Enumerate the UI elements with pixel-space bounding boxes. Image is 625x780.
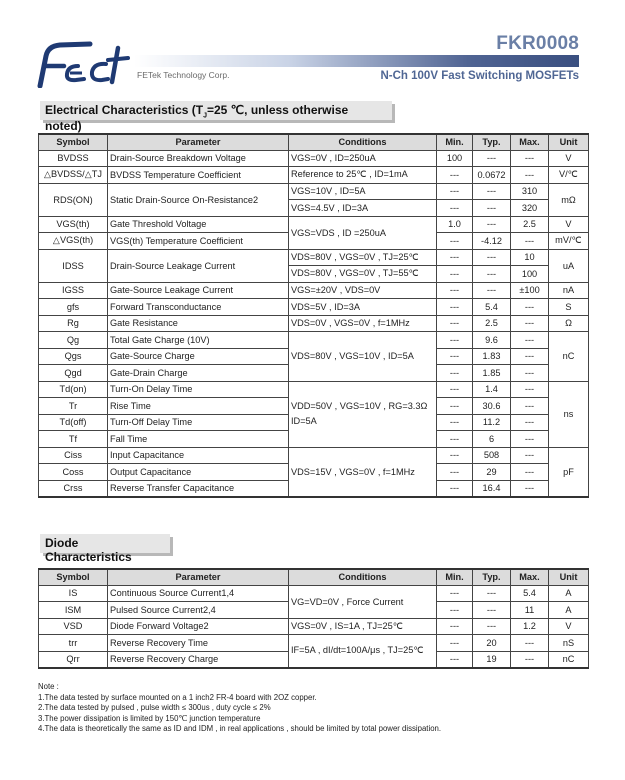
- symbol-cell: Crss: [39, 480, 108, 497]
- column-header: Conditions: [289, 569, 437, 585]
- parameter-cell: Reverse Recovery Charge: [108, 651, 289, 668]
- table-row: [39, 585, 589, 602]
- max-cell: ---: [511, 315, 549, 332]
- conditions-line: VDD=50V , VGS=10V , RG=3.3Ω: [291, 401, 428, 411]
- min-cell: ---: [437, 348, 473, 365]
- unit-cell: V: [549, 150, 589, 167]
- parameter-cell: Drain-Source Breakdown Voltage: [108, 150, 289, 167]
- note-item: 4.The data is theoretically the same as ID and IDM , in real applications , should be limited by total power dissipation.: [38, 724, 442, 734]
- max-cell: ---: [511, 332, 549, 349]
- conditions-cell: VGS=0V , ID=250uA: [289, 150, 437, 167]
- symbol-cell: Ciss: [39, 447, 108, 464]
- conditions-cell: VGS=10V , ID=5A: [289, 183, 437, 200]
- min-cell: ---: [437, 381, 473, 398]
- typ-cell: 1.85: [473, 365, 511, 382]
- parameter-cell: Gate-Drain Charge: [108, 365, 289, 382]
- typ-cell: ---: [473, 183, 511, 200]
- conditions-cell: VDS=80V , VGS=0V , TJ=55℃: [289, 266, 437, 283]
- max-cell: ---: [511, 480, 549, 497]
- conditions-cell: VGS=±20V , VDS=0V: [289, 282, 437, 299]
- min-cell: ---: [437, 480, 473, 497]
- max-cell: 2.5: [511, 216, 549, 233]
- symbol-cell: Td(on): [39, 381, 108, 398]
- typ-cell: ---: [473, 585, 511, 602]
- parameter-cell: Gate Threshold Voltage: [108, 216, 289, 233]
- table-row: [39, 332, 589, 349]
- symbol-cell: Tf: [39, 431, 108, 448]
- max-cell: 1.2: [511, 618, 549, 635]
- max-cell: 11: [511, 602, 549, 619]
- conditions-cell: VDS=80V , VGS=10V , ID=5A: [289, 332, 437, 382]
- column-header: Min.: [437, 569, 473, 585]
- min-cell: ---: [437, 398, 473, 415]
- typ-cell: 16.4: [473, 480, 511, 497]
- parameter-cell: Turn-Off Delay Time: [108, 414, 289, 431]
- min-cell: ---: [437, 282, 473, 299]
- min-cell: ---: [437, 651, 473, 668]
- min-cell: ---: [437, 332, 473, 349]
- parameter-cell: Rise Time: [108, 398, 289, 415]
- max-cell: ---: [511, 464, 549, 481]
- unit-cell: ns: [549, 381, 589, 447]
- conditions-cell: VGS=VDS , ID =250uA: [289, 216, 437, 249]
- table-row: [39, 618, 589, 635]
- table-row: [39, 150, 589, 167]
- conditions-cell: Reference to 25℃ , ID=1mA: [289, 167, 437, 184]
- min-cell: ---: [437, 602, 473, 619]
- parameter-cell: Output Capacitance: [108, 464, 289, 481]
- min-cell: ---: [437, 635, 473, 652]
- min-cell: ---: [437, 618, 473, 635]
- min-cell: ---: [437, 200, 473, 217]
- min-cell: ---: [437, 414, 473, 431]
- max-cell: 5.4: [511, 585, 549, 602]
- max-cell: ---: [511, 651, 549, 668]
- min-cell: 1.0: [437, 216, 473, 233]
- symbol-cell: Coss: [39, 464, 108, 481]
- typ-cell: ---: [473, 602, 511, 619]
- symbol-cell: BVDSS: [39, 150, 108, 167]
- symbol-cell: Qg: [39, 332, 108, 349]
- symbol-cell: IS: [39, 585, 108, 602]
- unit-cell: mV/℃: [549, 233, 589, 250]
- typ-cell: 11.2: [473, 414, 511, 431]
- symbol-cell: VSD: [39, 618, 108, 635]
- max-cell: ---: [511, 431, 549, 448]
- notes-section: [38, 682, 441, 735]
- unit-cell: Ω: [549, 315, 589, 332]
- parameter-cell: Fall Time: [108, 431, 289, 448]
- typ-cell: ---: [473, 216, 511, 233]
- parameter-cell: Gate-Source Charge: [108, 348, 289, 365]
- symbol-cell: RDS(ON): [39, 183, 108, 216]
- conditions-cell: VG=VD=0V , Force Current: [289, 585, 437, 618]
- max-cell: ---: [511, 635, 549, 652]
- parameter-cell: Forward Transconductance: [108, 299, 289, 316]
- min-cell: ---: [437, 183, 473, 200]
- parameter-cell: Diode Forward Voltage2: [108, 618, 289, 635]
- conditions-cell: VGS=4.5V , ID=3A: [289, 200, 437, 217]
- column-header: Unit: [549, 569, 589, 585]
- parameter-cell: Pulsed Source Current2,4: [108, 602, 289, 619]
- conditions-cell: VDS=80V , VGS=0V , TJ=25℃: [289, 249, 437, 266]
- symbol-cell: Rg: [39, 315, 108, 332]
- company-name: FETek Technology Corp.: [137, 70, 230, 80]
- max-cell: ---: [511, 414, 549, 431]
- unit-cell: V: [549, 216, 589, 233]
- symbol-cell: Qgs: [39, 348, 108, 365]
- max-cell: 10: [511, 249, 549, 266]
- typ-cell: ---: [473, 200, 511, 217]
- typ-cell: 2.5: [473, 315, 511, 332]
- conditions-line: ID=5A: [291, 416, 317, 426]
- unit-cell: V/℃: [549, 167, 589, 184]
- max-cell: 320: [511, 200, 549, 217]
- conditions-cell: [289, 381, 437, 447]
- max-cell: ---: [511, 233, 549, 250]
- typ-cell: 6: [473, 431, 511, 448]
- column-header: Typ.: [473, 569, 511, 585]
- typ-cell: -4.12: [473, 233, 511, 250]
- unit-cell: A: [549, 602, 589, 619]
- note-item: 1.The data tested by surface mounted on a 1 inch2 FR-4 board with 2OZ copper.: [38, 692, 317, 702]
- typ-cell: 19: [473, 651, 511, 668]
- table-row: [39, 282, 589, 299]
- unit-cell: nC: [549, 332, 589, 382]
- min-cell: ---: [437, 299, 473, 316]
- product-subtitle: N-Ch 100V Fast Switching MOSFETs: [380, 70, 579, 82]
- parameter-cell: VGS(th) Temperature Coefficient: [108, 233, 289, 250]
- column-header: Symbol: [39, 569, 108, 585]
- typ-cell: 0.0672: [473, 167, 511, 184]
- conditions-cell: IF=5A , dI/dt=100A/μs , TJ=25℃: [289, 635, 437, 668]
- symbol-cell: Td(off): [39, 414, 108, 431]
- symbol-cell: Qrr: [39, 651, 108, 668]
- parameter-cell: Gate Resistance: [108, 315, 289, 332]
- conditions-cell: VGS=0V , IS=1A , TJ=25℃: [289, 618, 437, 635]
- symbol-cell: IDSS: [39, 249, 108, 282]
- table-row: [39, 315, 589, 332]
- table-row: [39, 167, 589, 184]
- electrical-characteristics-table: [38, 133, 589, 498]
- typ-cell: 1.4: [473, 381, 511, 398]
- unit-cell: nC: [549, 651, 589, 668]
- parameter-cell: Static Drain-Source On-Resistance2: [108, 183, 289, 216]
- note-item: 2.The data tested by pulsed , pulse width ≤ 300us , duty cycle ≤ 2%: [38, 703, 271, 713]
- unit-cell: nS: [549, 635, 589, 652]
- max-cell: 100: [511, 266, 549, 283]
- max-cell: ---: [511, 398, 549, 415]
- diode-characteristics-table: [38, 568, 589, 669]
- table-row: [39, 447, 589, 464]
- symbol-cell: gfs: [39, 299, 108, 316]
- table-row: [39, 381, 589, 398]
- typ-cell: 9.6: [473, 332, 511, 349]
- max-cell: ---: [511, 381, 549, 398]
- max-cell: ---: [511, 365, 549, 382]
- parameter-cell: Gate-Source Leakage Current: [108, 282, 289, 299]
- min-cell: ---: [437, 167, 473, 184]
- notes-heading: Note :: [38, 682, 59, 691]
- parameter-cell: Turn-On Delay Time: [108, 381, 289, 398]
- typ-cell: 5.4: [473, 299, 511, 316]
- min-cell: ---: [437, 266, 473, 283]
- min-cell: ---: [437, 365, 473, 382]
- symbol-cell: VGS(th): [39, 216, 108, 233]
- unit-cell: mΩ: [549, 183, 589, 216]
- typ-cell: ---: [473, 282, 511, 299]
- min-cell: ---: [437, 315, 473, 332]
- min-cell: 100: [437, 150, 473, 167]
- max-cell: 310: [511, 183, 549, 200]
- max-cell: ---: [511, 447, 549, 464]
- page-header: [0, 0, 625, 95]
- max-cell: ---: [511, 150, 549, 167]
- table-row: [39, 183, 589, 200]
- typ-cell: ---: [473, 249, 511, 266]
- column-header: Parameter: [108, 569, 289, 585]
- table-row: [39, 216, 589, 233]
- column-header: Parameter: [108, 134, 289, 150]
- typ-cell: 29: [473, 464, 511, 481]
- min-cell: ---: [437, 464, 473, 481]
- typ-cell: 30.6: [473, 398, 511, 415]
- symbol-cell: Tr: [39, 398, 108, 415]
- min-cell: ---: [437, 447, 473, 464]
- max-cell: ±100: [511, 282, 549, 299]
- column-header: Unit: [549, 134, 589, 150]
- max-cell: ---: [511, 348, 549, 365]
- min-cell: ---: [437, 585, 473, 602]
- max-cell: ---: [511, 167, 549, 184]
- column-header: Max.: [511, 569, 549, 585]
- column-header: Min.: [437, 134, 473, 150]
- conditions-cell: VDS=0V , VGS=0V , f=1MHz: [289, 315, 437, 332]
- part-number: FKR0008: [496, 33, 579, 54]
- note-item: 3.The power dissipation is limited by 150℃ junction temperature: [38, 713, 261, 723]
- symbol-cell: trr: [39, 635, 108, 652]
- parameter-cell: Input Capacitance: [108, 447, 289, 464]
- unit-cell: A: [549, 585, 589, 602]
- conditions-cell: VDS=5V , ID=3A: [289, 299, 437, 316]
- max-cell: ---: [511, 299, 549, 316]
- fetek-logo-icon: [34, 36, 130, 88]
- symbol-cell: △BVDSS/△TJ: [39, 167, 108, 184]
- table-row: [39, 249, 589, 266]
- typ-cell: 508: [473, 447, 511, 464]
- symbol-cell: Qgd: [39, 365, 108, 382]
- parameter-cell: Continuous Source Current1,4: [108, 585, 289, 602]
- parameter-cell: BVDSS Temperature Coefficient: [108, 167, 289, 184]
- typ-cell: 20: [473, 635, 511, 652]
- parameter-cell: Total Gate Charge (10V): [108, 332, 289, 349]
- conditions-cell: VDS=15V , VGS=0V , f=1MHz: [289, 447, 437, 497]
- min-cell: ---: [437, 249, 473, 266]
- table-row: [39, 635, 589, 652]
- table-row: [39, 299, 589, 316]
- parameter-cell: Reverse Recovery Time: [108, 635, 289, 652]
- symbol-cell: △VGS(th): [39, 233, 108, 250]
- unit-cell: nA: [549, 282, 589, 299]
- column-header: Conditions: [289, 134, 437, 150]
- table-header-row: [39, 134, 589, 150]
- column-header: Symbol: [39, 134, 108, 150]
- min-cell: ---: [437, 233, 473, 250]
- symbol-cell: IGSS: [39, 282, 108, 299]
- column-header: Typ.: [473, 134, 511, 150]
- unit-cell: V: [549, 618, 589, 635]
- unit-cell: uA: [549, 249, 589, 282]
- table-header-row: [39, 569, 589, 585]
- unit-cell: pF: [549, 447, 589, 497]
- typ-cell: ---: [473, 618, 511, 635]
- electrical-section-title: Electrical Characteristics ($T_J=25$ ℃, unless otherwise noted): [40, 101, 392, 120]
- parameter-cell: Drain-Source Leakage Current: [108, 249, 289, 282]
- typ-cell: ---: [473, 266, 511, 283]
- parameter-cell: Reverse Transfer Capacitance: [108, 480, 289, 497]
- min-cell: ---: [437, 431, 473, 448]
- typ-cell: 1.83: [473, 348, 511, 365]
- header-gradient-bar: [134, 55, 579, 67]
- symbol-cell: ISM: [39, 602, 108, 619]
- unit-cell: S: [549, 299, 589, 316]
- typ-cell: ---: [473, 150, 511, 167]
- diode-section-title: Diode Characteristics: [40, 534, 170, 553]
- column-header: Max.: [511, 134, 549, 150]
